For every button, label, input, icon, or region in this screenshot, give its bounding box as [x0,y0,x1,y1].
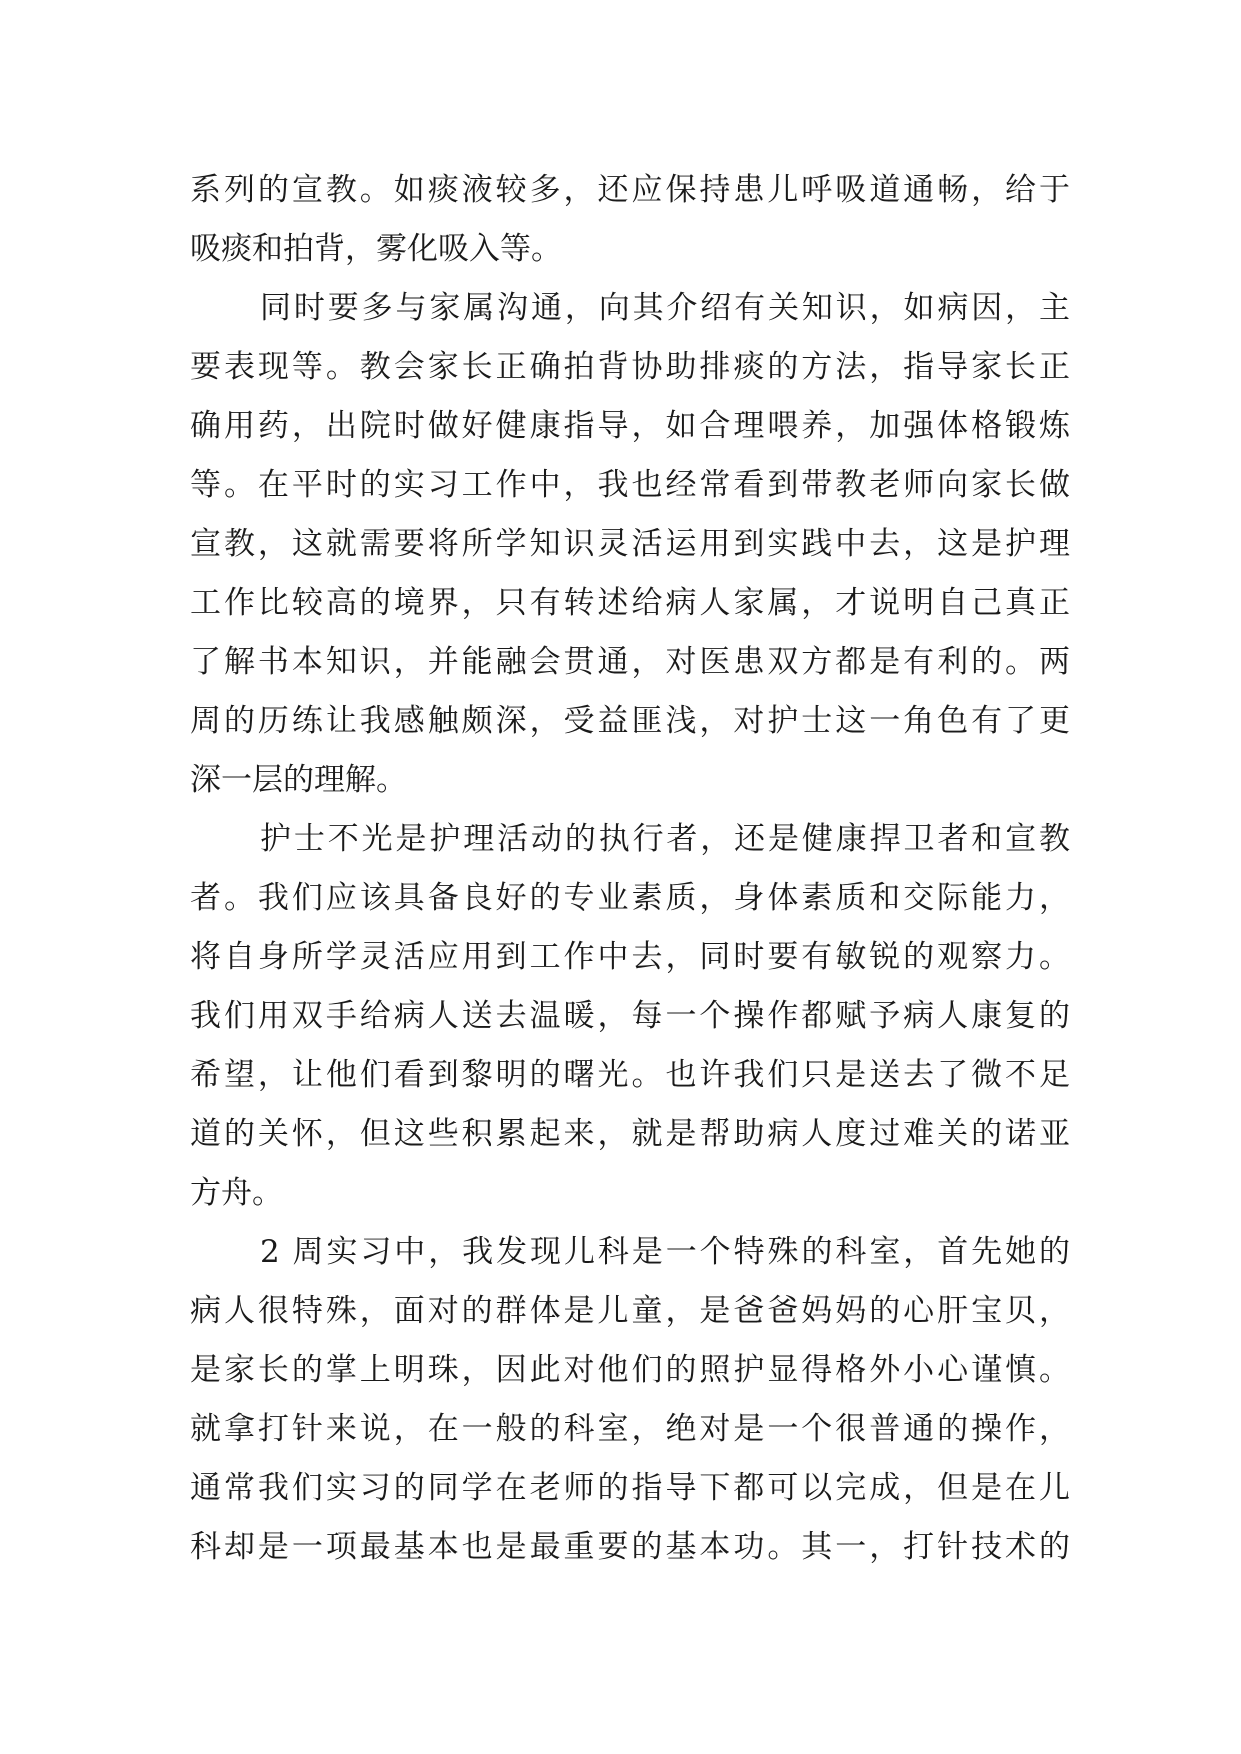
text-line: 是家长的掌上明珠，因此对他们的照护显得格外小心谨慎。 [190,1352,1070,1388]
text-line: 系列的宣教。如痰液较多，还应保持患儿呼吸道通畅，给于 [190,172,1070,208]
text-line: 深一层的理解。 [190,762,407,798]
text-line: 确用药，出院时做好健康指导，如合理喂养，加强体格锻炼 [190,408,1070,444]
text-line: 希望，让他们看到黎明的曙光。也许我们只是送去了微不足 [190,1057,1070,1093]
text-line: 方舟。 [190,1175,283,1211]
text-line: 道的关怀，但这些积累起来，就是帮助病人度过难关的诺亚 [190,1116,1070,1152]
text-line: 就拿打针来说，在一般的科室，绝对是一个很普通的操作， [190,1411,1070,1447]
text-line: 要表现等。教会家长正确拍背协助排痰的方法，指导家长正 [190,349,1070,385]
text-line: 者。我们应该具备良好的专业素质，身体素质和交际能力， [190,880,1070,916]
text-line: 工作比较高的境界，只有转述给病人家属，才说明自己真正 [190,585,1070,621]
text-line: 宣教，这就需要将所学知识灵活运用到实践中去，这是护理 [190,526,1070,562]
text-line: 护士不光是护理活动的执行者，还是健康捍卫者和宣教 [260,821,1070,857]
text-line: 通常我们实习的同学在老师的指导下都可以完成，但是在儿 [190,1470,1070,1506]
text-line: 科却是一项最基本也是最重要的基本功。其一，打针技术的 [190,1529,1070,1565]
text-line: 同时要多与家属沟通，向其介绍有关知识，如病因，主 [260,290,1070,326]
text-line: 我们用双手给病人送去温暖，每一个操作都赋予病人康复的 [190,998,1070,1034]
text-line: 2 周实习中，我发现儿科是一个特殊的科室，首先她的 [260,1234,1070,1270]
text-line: 病人很特殊，面对的群体是儿童，是爸爸妈妈的心肝宝贝， [190,1293,1070,1329]
text-line: 将自身所学灵活应用到工作中去，同时要有敏锐的观察力。 [190,939,1070,975]
text-line: 等。在平时的实习工作中，我也经常看到带教老师向家长做 [190,467,1070,503]
text-line: 吸痰和拍背，雾化吸入等。 [190,231,562,267]
text-line: 了解书本知识，并能融会贯通，对医患双方都是有利的。两 [190,644,1070,680]
text-line: 周的历练让我感触颇深，受益匪浅，对护士这一角色有了更 [190,703,1070,739]
document-body [190,161,1070,1577]
